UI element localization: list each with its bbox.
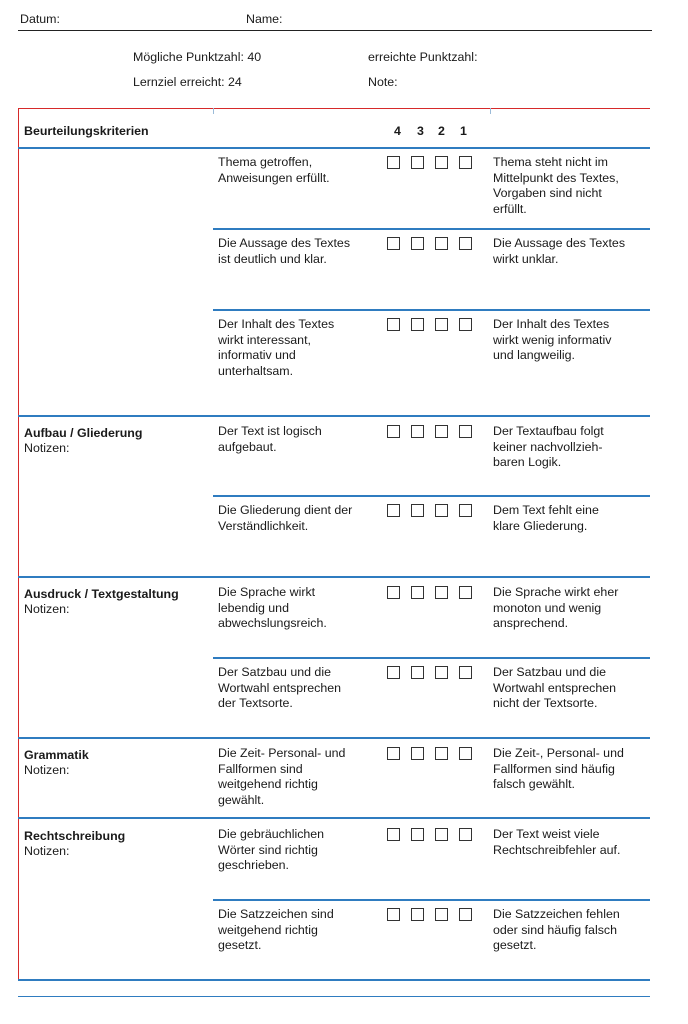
rating-checkbox-3[interactable]	[411, 666, 424, 679]
score-header-1: 1	[460, 124, 467, 138]
rating-checkbox-2[interactable]	[435, 156, 448, 169]
rating-checkbox-4[interactable]	[387, 747, 400, 760]
criterion-positive: Die Satzzeichen sind weitgehend richtig gesetzt.	[218, 907, 334, 952]
rating-checkboxes	[387, 504, 472, 517]
rating-checkbox-1[interactable]	[459, 908, 472, 921]
rating-checkbox-1[interactable]	[459, 747, 472, 760]
criterion-positive: Die Aussage des Textes ist deutlich und klar.	[218, 236, 351, 266]
score-header-2: 2	[438, 124, 445, 138]
rating-checkboxes	[387, 586, 472, 599]
rating-checkbox-3[interactable]	[411, 237, 424, 250]
section-separator	[18, 979, 650, 981]
rating-checkbox-4[interactable]	[387, 586, 400, 599]
rating-checkbox-2[interactable]	[435, 666, 448, 679]
criterion-positive: Der Satzbau und die Wortwahl entsprechen der Textsorte.	[218, 665, 342, 710]
rating-checkbox-2[interactable]	[435, 318, 448, 331]
rating-checkbox-1[interactable]	[459, 586, 472, 599]
grade-label: Note:	[368, 75, 398, 89]
rating-checkbox-4[interactable]	[387, 828, 400, 841]
criterion-separator	[213, 657, 650, 659]
rating-checkbox-3[interactable]	[411, 156, 424, 169]
criterion-separator	[213, 228, 650, 230]
rating-checkbox-2[interactable]	[435, 828, 448, 841]
rating-checkbox-1[interactable]	[459, 425, 472, 438]
rating-checkboxes	[387, 666, 472, 679]
rating-checkbox-4[interactable]	[387, 908, 400, 921]
criterion-positive: Die Zeit- Personal- und Fallformen sind weitgehend richtig gewählt.	[218, 746, 346, 807]
section-notes-label: Notizen:	[24, 763, 70, 777]
criterion-negative: Der Inhalt des Textes wirkt wenig informativ und langweilig.	[493, 317, 612, 362]
rating-checkbox-2[interactable]	[435, 747, 448, 760]
rating-checkbox-3[interactable]	[411, 747, 424, 760]
section-separator	[18, 415, 650, 417]
name-label: Name:	[246, 12, 283, 26]
section-separator	[18, 817, 650, 819]
rating-checkbox-2[interactable]	[435, 237, 448, 250]
criterion-negative: Dem Text fehlt eine klare Gliederung.	[493, 503, 599, 533]
rating-checkbox-2[interactable]	[435, 586, 448, 599]
score-header-3: 3	[417, 124, 424, 138]
criterion-separator	[213, 495, 650, 497]
rating-checkbox-1[interactable]	[459, 828, 472, 841]
rating-checkbox-4[interactable]	[387, 666, 400, 679]
table-top-border	[18, 108, 650, 109]
criterion-negative: Der Satzbau und die Wortwahl entsprechen nicht der Textsorte.	[493, 665, 617, 710]
rating-checkbox-1[interactable]	[459, 504, 472, 517]
section-notes-label: Notizen:	[24, 441, 70, 455]
rating-checkbox-1[interactable]	[459, 318, 472, 331]
criterion-positive: Die Gliederung dient der Verständlichkeit.	[218, 503, 353, 533]
column-tick	[490, 108, 491, 114]
section-title: Grammatik	[24, 748, 89, 762]
section-title: Ausdruck / Textgestaltung	[24, 587, 179, 601]
rating-checkbox-4[interactable]	[387, 318, 400, 331]
possible-points: Mögliche Punktzahl: 40	[133, 50, 262, 64]
criterion-positive: Der Text ist logisch aufgebaut.	[218, 424, 322, 454]
criterion-negative: Der Textaufbau folgt keiner nachvollzieh- baren Logik.	[493, 424, 604, 469]
rating-checkbox-4[interactable]	[387, 425, 400, 438]
rating-checkboxes	[387, 156, 472, 169]
rating-checkbox-3[interactable]	[411, 504, 424, 517]
criterion-positive: Der Inhalt des Textes wirkt interessant, informativ und unterhaltsam.	[218, 317, 335, 378]
rating-checkboxes	[387, 747, 472, 760]
criterion-positive: Die gebräuchlichen Wörter sind richtig geschrieben.	[218, 827, 325, 872]
rating-checkbox-3[interactable]	[411, 586, 424, 599]
criterion-negative: Die Zeit-, Personal- und Fallformen sind häufig falsch gewählt.	[493, 746, 624, 791]
criterion-negative: Der Text weist viele Rechtschreibfehler auf.	[493, 827, 621, 857]
criterion-negative: Die Sprache wirkt eher monoton und wenig ansprechend.	[493, 585, 619, 630]
criterion-separator	[213, 309, 650, 311]
rating-checkboxes	[387, 425, 472, 438]
section-notes-label: Notizen:	[24, 602, 70, 616]
section-notes-label: Notizen:	[24, 844, 70, 858]
table-left-border	[18, 108, 19, 981]
rating-checkboxes	[387, 908, 472, 921]
rating-checkbox-2[interactable]	[435, 504, 448, 517]
rating-checkbox-4[interactable]	[387, 156, 400, 169]
criterion-negative: Thema steht nicht im Mittelpunkt des Textes, Vorgaben sind nicht erfüllt.	[493, 155, 619, 216]
criterion-positive: Die Sprache wirkt lebendig und abwechslungsreich.	[218, 585, 327, 630]
rating-checkbox-3[interactable]	[411, 828, 424, 841]
rating-checkbox-2[interactable]	[435, 425, 448, 438]
section-title: Rechtschreibung	[24, 829, 126, 843]
header-underline	[18, 30, 652, 31]
criterion-negative: Die Satzzeichen fehlen oder sind häufig falsch gesetzt.	[493, 907, 620, 952]
criterion-positive: Thema getroffen, Anweisungen erfüllt.	[218, 155, 330, 185]
header-separator	[18, 147, 650, 149]
criterion-negative: Die Aussage des Textes wirkt unklar.	[493, 236, 626, 266]
rating-checkboxes	[387, 828, 472, 841]
datum-label: Datum:	[20, 12, 60, 26]
rating-checkboxes	[387, 318, 472, 331]
section-title: Aufbau / Gliederung	[24, 426, 143, 440]
achieved-points-label: erreichte Punktzahl:	[368, 50, 478, 64]
table-heading: Beurteilungskriterien	[24, 124, 149, 138]
column-tick	[213, 108, 214, 114]
rating-checkbox-3[interactable]	[411, 425, 424, 438]
footer-line	[18, 996, 650, 997]
score-header-4: 4	[394, 124, 401, 138]
rating-checkbox-2[interactable]	[435, 908, 448, 921]
criterion-separator	[213, 899, 650, 901]
rating-checkbox-1[interactable]	[459, 156, 472, 169]
rating-checkbox-1[interactable]	[459, 666, 472, 679]
rating-checkboxes	[387, 237, 472, 250]
rating-checkbox-1[interactable]	[459, 237, 472, 250]
goal-reached: Lernziel erreicht: 24	[133, 75, 242, 89]
section-separator	[18, 737, 650, 739]
rating-checkbox-4[interactable]	[387, 504, 400, 517]
section-separator	[18, 576, 650, 578]
rating-checkbox-4[interactable]	[387, 237, 400, 250]
rating-checkbox-3[interactable]	[411, 908, 424, 921]
rating-checkbox-3[interactable]	[411, 318, 424, 331]
